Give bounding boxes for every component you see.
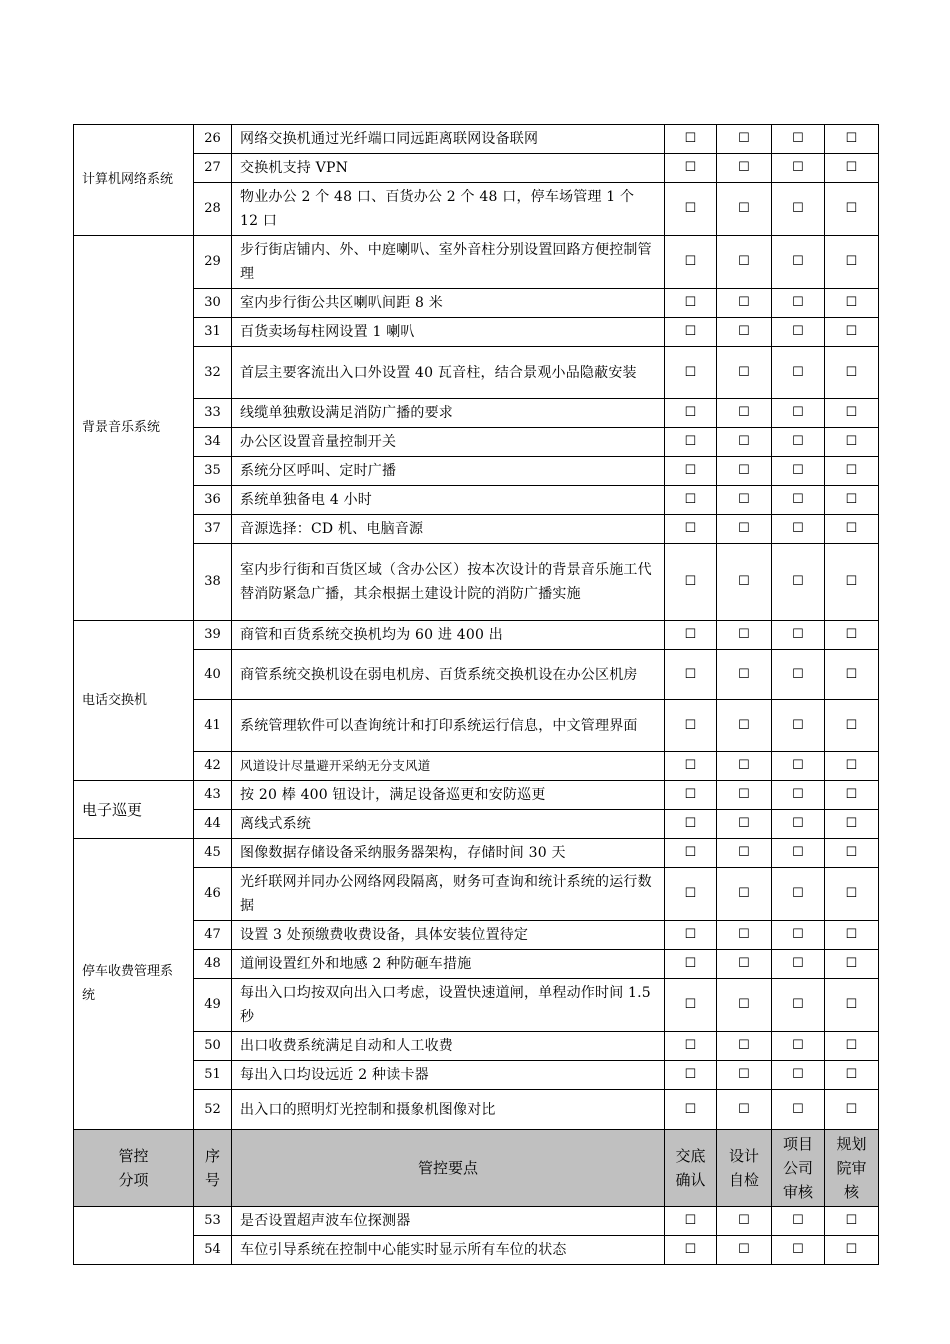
checkbox-institute-review[interactable]: ☐ [825, 1207, 879, 1236]
checkbox-design-selfcheck[interactable]: ☐ [717, 318, 772, 347]
checkbox-project-review[interactable]: ☐ [772, 810, 825, 839]
table-row [74, 236, 879, 289]
control-point-text: 步行街店铺内、外、中庭喇叭、室外音柱分别设置回路方便控制管理 [232, 236, 665, 289]
row-number: 40 [194, 650, 232, 700]
checkbox-project-review[interactable]: ☐ [772, 752, 825, 781]
checkbox-handover-confirm[interactable]: ☐ [665, 1032, 717, 1061]
control-point-text: 是否设置超声波车位探测器 [232, 1207, 665, 1236]
row-number: 33 [194, 399, 232, 428]
checkbox-design-selfcheck[interactable]: ☐ [717, 700, 772, 752]
checkbox-project-review[interactable]: ☐ [772, 781, 825, 810]
checkbox-institute-review[interactable]: ☐ [825, 347, 879, 399]
checkbox-handover-confirm[interactable]: ☐ [665, 1090, 717, 1130]
checkbox-handover-confirm[interactable]: ☐ [665, 810, 717, 839]
row-number: 49 [194, 979, 232, 1032]
checkbox-design-selfcheck[interactable]: ☐ [717, 810, 772, 839]
row-number: 50 [194, 1032, 232, 1061]
row-number: 47 [194, 921, 232, 950]
table-row [74, 621, 879, 650]
checkbox-project-review[interactable]: ☐ [772, 125, 825, 154]
row-number: 39 [194, 621, 232, 650]
checkbox-project-review[interactable]: ☐ [772, 1090, 825, 1130]
control-point-text: 室内步行街公共区喇叭间距 8 米 [232, 289, 665, 318]
checkbox-institute-review[interactable]: ☐ [825, 125, 879, 154]
checkbox-handover-confirm[interactable]: ☐ [665, 289, 717, 318]
checkbox-institute-review[interactable]: ☐ [825, 154, 879, 183]
checkbox-project-review[interactable]: ☐ [772, 1032, 825, 1061]
checkbox-institute-review[interactable]: ☐ [825, 428, 879, 457]
checkbox-handover-confirm[interactable]: ☐ [665, 839, 717, 868]
control-point-text: 离线式系统 [232, 810, 665, 839]
checkbox-institute-review[interactable]: ☐ [825, 650, 879, 700]
control-point-text: 出入口的照明灯光控制和摄象机图像对比 [232, 1090, 665, 1130]
table-row [74, 289, 879, 318]
row-number: 53 [194, 1207, 232, 1236]
header-project-review: 项目 公司 审核 [772, 1130, 825, 1207]
checkbox-project-review[interactable]: ☐ [772, 921, 825, 950]
checkbox-design-selfcheck[interactable]: ☐ [717, 979, 772, 1032]
checkbox-project-review[interactable]: ☐ [772, 515, 825, 544]
row-number: 32 [194, 347, 232, 399]
checkbox-project-review[interactable]: ☐ [772, 154, 825, 183]
checkbox-institute-review[interactable]: ☐ [825, 1061, 879, 1090]
header-handover-confirm: 交底 确认 [665, 1130, 717, 1207]
checkbox-institute-review[interactable]: ☐ [825, 544, 879, 621]
checkbox-design-selfcheck[interactable]: ☐ [717, 1032, 772, 1061]
category-cell: 电子巡更 [74, 781, 194, 839]
checkbox-handover-confirm[interactable]: ☐ [665, 544, 717, 621]
checkbox-institute-review[interactable]: ☐ [825, 486, 879, 515]
row-number: 34 [194, 428, 232, 457]
header-design-selfcheck: 设计 自检 [717, 1130, 772, 1207]
category-cell: 电话交换机 [74, 621, 194, 781]
checkbox-handover-confirm[interactable]: ☐ [665, 1207, 717, 1236]
checkbox-design-selfcheck[interactable]: ☐ [717, 921, 772, 950]
control-point-text: 道闸设置红外和地感 2 种防砸车措施 [232, 950, 665, 979]
row-number: 42 [194, 752, 232, 781]
header-institute-review: 规划 院审 核 [825, 1130, 879, 1207]
control-point-text: 按 20 棒 400 钮设计，满足设备巡更和安防巡更 [232, 781, 665, 810]
checkbox-handover-confirm[interactable]: ☐ [665, 486, 717, 515]
checkbox-design-selfcheck[interactable]: ☐ [717, 1061, 772, 1090]
checkbox-handover-confirm[interactable]: ☐ [665, 236, 717, 289]
checkbox-project-review[interactable]: ☐ [772, 236, 825, 289]
checkbox-handover-confirm[interactable]: ☐ [665, 700, 717, 752]
checkbox-institute-review[interactable]: ☐ [825, 457, 879, 486]
checkbox-project-review[interactable]: ☐ [772, 428, 825, 457]
checkbox-institute-review[interactable]: ☐ [825, 979, 879, 1032]
table-row [74, 921, 879, 950]
category-cell: 背景音乐系统 [74, 236, 194, 621]
control-point-text: 光纤联网并同办公网络网段隔离，财务可查询和统计系统的运行数据 [232, 868, 665, 921]
checkbox-design-selfcheck[interactable]: ☐ [717, 544, 772, 621]
checkbox-handover-confirm[interactable]: ☐ [665, 183, 717, 236]
row-number: 27 [194, 154, 232, 183]
row-number: 30 [194, 289, 232, 318]
checkbox-institute-review[interactable]: ☐ [825, 1032, 879, 1061]
checkbox-project-review[interactable]: ☐ [772, 839, 825, 868]
control-point-text: 每出入口均设远近 2 种读卡器 [232, 1061, 665, 1090]
checkbox-project-review[interactable]: ☐ [772, 979, 825, 1032]
checkbox-design-selfcheck[interactable]: ☐ [717, 650, 772, 700]
header-point: 管控要点 [232, 1130, 665, 1207]
control-point-text: 设置 3 处预缴费收费设备，具体安装位置待定 [232, 921, 665, 950]
checkbox-project-review[interactable]: ☐ [772, 457, 825, 486]
row-number: 51 [194, 1061, 232, 1090]
row-number: 43 [194, 781, 232, 810]
control-point-text: 音源选择：CD 机、电脑音源 [232, 515, 665, 544]
checkbox-project-review[interactable]: ☐ [772, 621, 825, 650]
table-row [74, 544, 879, 621]
checkbox-project-review[interactable]: ☐ [772, 399, 825, 428]
table-row [74, 457, 879, 486]
checkbox-institute-review[interactable]: ☐ [825, 868, 879, 921]
checkbox-design-selfcheck[interactable]: ☐ [717, 1236, 772, 1265]
checkbox-handover-confirm[interactable]: ☐ [665, 154, 717, 183]
control-point-text: 系统单独备电 4 小时 [232, 486, 665, 515]
row-number: 45 [194, 839, 232, 868]
checkbox-institute-review[interactable]: ☐ [825, 781, 879, 810]
checkbox-project-review[interactable]: ☐ [772, 183, 825, 236]
header-number: 序 号 [194, 1130, 232, 1207]
checkbox-design-selfcheck[interactable]: ☐ [717, 154, 772, 183]
checkbox-handover-confirm[interactable]: ☐ [665, 318, 717, 347]
checkbox-handover-confirm[interactable]: ☐ [665, 457, 717, 486]
table-row [74, 428, 879, 457]
checkbox-design-selfcheck[interactable]: ☐ [717, 950, 772, 979]
control-point-text: 首层主要客流出入口外设置 40 瓦音柱，结合景观小品隐蔽安装 [232, 347, 665, 399]
table-row [74, 318, 879, 347]
checkbox-design-selfcheck[interactable]: ☐ [717, 515, 772, 544]
row-number: 41 [194, 700, 232, 752]
checkbox-institute-review[interactable]: ☐ [825, 318, 879, 347]
control-point-text: 每出入口均按双向出入口考虑，设置快速道闸，单程动作时间 1.5 秒 [232, 979, 665, 1032]
control-point-text: 百货卖场每柱网设置 1 喇叭 [232, 318, 665, 347]
row-number: 31 [194, 318, 232, 347]
table-row [74, 700, 879, 752]
checkbox-design-selfcheck[interactable]: ☐ [717, 289, 772, 318]
checkbox-design-selfcheck[interactable]: ☐ [717, 752, 772, 781]
checkbox-handover-confirm[interactable]: ☐ [665, 347, 717, 399]
table-row [74, 154, 879, 183]
checkbox-project-review[interactable]: ☐ [772, 1207, 825, 1236]
control-point-text: 办公区设置音量控制开关 [232, 428, 665, 457]
control-point-text: 出口收费系统满足自动和人工收费 [232, 1032, 665, 1061]
table-row [74, 1236, 879, 1265]
checkbox-project-review[interactable]: ☐ [772, 1061, 825, 1090]
table-row [74, 1061, 879, 1090]
checkbox-design-selfcheck[interactable]: ☐ [717, 1090, 772, 1130]
control-point-text: 系统分区呼叫、定时广播 [232, 457, 665, 486]
checkbox-institute-review[interactable]: ☐ [825, 183, 879, 236]
table-row [74, 1090, 879, 1130]
row-number: 37 [194, 515, 232, 544]
checkbox-institute-review[interactable]: ☐ [825, 515, 879, 544]
control-point-text: 线缆单独敷设满足消防广播的要求 [232, 399, 665, 428]
checkbox-handover-confirm[interactable]: ☐ [665, 399, 717, 428]
row-number: 44 [194, 810, 232, 839]
table-row [74, 979, 879, 1032]
table-row [74, 399, 879, 428]
checkbox-handover-confirm[interactable]: ☐ [665, 752, 717, 781]
control-point-text: 物业办公 2 个 48 口、百货办公 2 个 48 口，停车场管理 1 个 12 口 [232, 183, 665, 236]
control-point-text: 室内步行街和百货区域（含办公区）按本次设计的背景音乐施工代替消防紧急广播，其余根据土建设计院的消防广播实施 [232, 544, 665, 621]
control-point-text: 交换机支持 VPN [232, 154, 665, 183]
checkbox-project-review[interactable]: ☐ [772, 544, 825, 621]
table-row [74, 950, 879, 979]
row-number: 46 [194, 868, 232, 921]
checkbox-design-selfcheck[interactable]: ☐ [717, 457, 772, 486]
table-row [74, 650, 879, 700]
checkbox-handover-confirm[interactable]: ☐ [665, 650, 717, 700]
checkbox-design-selfcheck[interactable]: ☐ [717, 621, 772, 650]
checkbox-design-selfcheck[interactable]: ☐ [717, 839, 772, 868]
row-number: 52 [194, 1090, 232, 1130]
control-point-text: 网络交换机通过光纤端口同远距离联网设备联网 [232, 125, 665, 154]
checkbox-institute-review[interactable]: ☐ [825, 950, 879, 979]
checkbox-design-selfcheck[interactable]: ☐ [717, 486, 772, 515]
table-row [74, 515, 879, 544]
table-row [74, 183, 879, 236]
checkbox-institute-review[interactable]: ☐ [825, 399, 879, 428]
table-row [74, 486, 879, 515]
table-row [74, 839, 879, 868]
control-point-text: 图像数据存储设备采纳服务器架构，存储时间 30 天 [232, 839, 665, 868]
checkbox-institute-review[interactable]: ☐ [825, 236, 879, 289]
control-point-text: 商管系统交换机设在弱电机房、百货系统交换机设在办公区机房 [232, 650, 665, 700]
row-number: 29 [194, 236, 232, 289]
checkbox-design-selfcheck[interactable]: ☐ [717, 125, 772, 154]
row-number: 38 [194, 544, 232, 621]
checkbox-institute-review[interactable]: ☐ [825, 289, 879, 318]
checkbox-design-selfcheck[interactable]: ☐ [717, 781, 772, 810]
checkbox-handover-confirm[interactable]: ☐ [665, 921, 717, 950]
checkbox-handover-confirm[interactable]: ☐ [665, 1236, 717, 1265]
checkbox-design-selfcheck[interactable]: ☐ [717, 1207, 772, 1236]
category-cell: 计算机网络系统 [74, 125, 194, 236]
checkbox-design-selfcheck[interactable]: ☐ [717, 347, 772, 399]
checkbox-handover-confirm[interactable]: ☐ [665, 621, 717, 650]
control-checklist-table [73, 124, 879, 1265]
checkbox-project-review[interactable]: ☐ [772, 700, 825, 752]
checkbox-project-review[interactable]: ☐ [772, 868, 825, 921]
control-point-text: 商管和百货系统交换机均为 60 进 400 出 [232, 621, 665, 650]
table-row [74, 347, 879, 399]
checkbox-institute-review[interactable]: ☐ [825, 752, 879, 781]
checkbox-design-selfcheck[interactable]: ☐ [717, 183, 772, 236]
checkbox-handover-confirm[interactable]: ☐ [665, 781, 717, 810]
checkbox-handover-confirm[interactable]: ☐ [665, 868, 717, 921]
table-row [74, 868, 879, 921]
category-cell: 停车收费管理系统 [74, 839, 194, 1130]
header-row [74, 1130, 879, 1207]
checkbox-handover-confirm[interactable]: ☐ [665, 1061, 717, 1090]
checkbox-handover-confirm[interactable]: ☐ [665, 125, 717, 154]
checkbox-project-review[interactable]: ☐ [772, 650, 825, 700]
header-category: 管控 分项 [74, 1130, 194, 1207]
checkbox-handover-confirm[interactable]: ☐ [665, 428, 717, 457]
checkbox-institute-review[interactable]: ☐ [825, 839, 879, 868]
table-body [74, 125, 879, 1265]
checkbox-project-review[interactable]: ☐ [772, 486, 825, 515]
checkbox-institute-review[interactable]: ☐ [825, 621, 879, 650]
row-number: 26 [194, 125, 232, 154]
row-number: 28 [194, 183, 232, 236]
table-row [74, 810, 879, 839]
checkbox-institute-review[interactable]: ☐ [825, 1236, 879, 1265]
checkbox-design-selfcheck[interactable]: ☐ [717, 868, 772, 921]
category-cell [74, 1207, 194, 1265]
table-row [74, 1032, 879, 1061]
row-number: 54 [194, 1236, 232, 1265]
table-row [74, 781, 879, 810]
table-row [74, 1207, 879, 1236]
checkbox-design-selfcheck[interactable]: ☐ [717, 399, 772, 428]
checkbox-design-selfcheck[interactable]: ☐ [717, 428, 772, 457]
checkbox-project-review[interactable]: ☐ [772, 289, 825, 318]
checkbox-project-review[interactable]: ☐ [772, 318, 825, 347]
checkbox-institute-review[interactable]: ☐ [825, 921, 879, 950]
control-point-text: 车位引导系统在控制中心能实时显示所有车位的状态 [232, 1236, 665, 1265]
control-point-text: 系统管理软件可以查询统计和打印系统运行信息，中文管理界面 [232, 700, 665, 752]
checkbox-institute-review[interactable]: ☐ [825, 1090, 879, 1130]
checkbox-handover-confirm[interactable]: ☐ [665, 515, 717, 544]
checkbox-project-review[interactable]: ☐ [772, 1236, 825, 1265]
checkbox-handover-confirm[interactable]: ☐ [665, 950, 717, 979]
checkbox-project-review[interactable]: ☐ [772, 950, 825, 979]
table-row [74, 752, 879, 781]
control-point-text: 风道设计尽量避开采纳无分支风道 [232, 752, 665, 781]
row-number: 35 [194, 457, 232, 486]
table-row [74, 125, 879, 154]
checkbox-institute-review[interactable]: ☐ [825, 700, 879, 752]
checkbox-institute-review[interactable]: ☐ [825, 810, 879, 839]
row-number: 36 [194, 486, 232, 515]
checkbox-project-review[interactable]: ☐ [772, 347, 825, 399]
checkbox-handover-confirm[interactable]: ☐ [665, 979, 717, 1032]
checkbox-design-selfcheck[interactable]: ☐ [717, 236, 772, 289]
row-number: 48 [194, 950, 232, 979]
